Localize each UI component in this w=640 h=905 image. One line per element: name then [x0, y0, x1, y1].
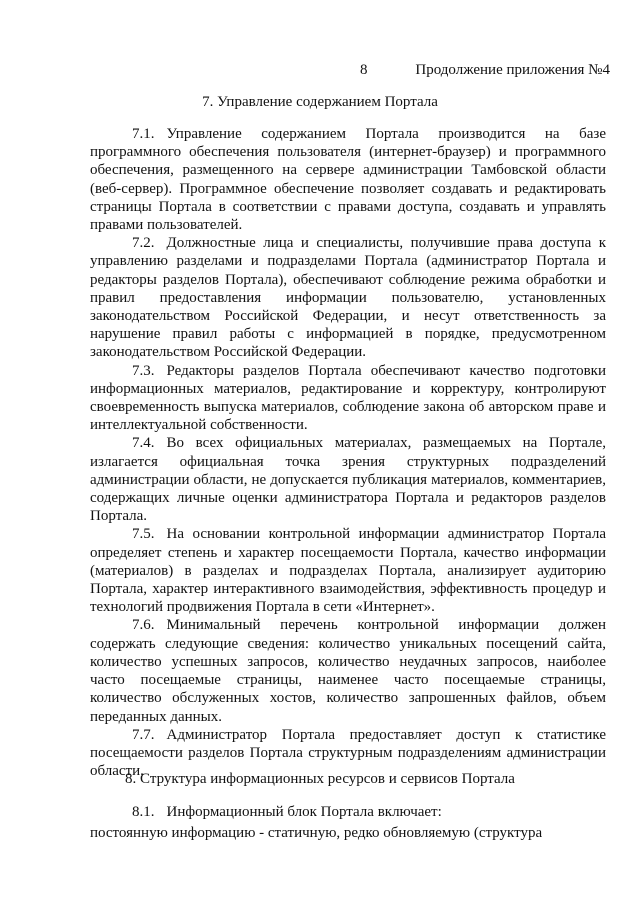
paragraph-number: 8.1. [132, 804, 155, 820]
paragraph-7-5 [90, 525, 606, 616]
paragraph-7-1 [90, 125, 606, 234]
paragraph-text: Минимальный перечень контрольной информации должен содержать следующие сведения: количество уникальных посещений сайта, количество успешных запросов, количество неудачных запросов, наиболее часто посещаемые страницы, наименее часто посещаемые страницы, количество обслуженных хостов, количество запрошенных файлов, объем переданных данных. [90, 617, 606, 725]
paragraph-text: Во всех официальных материалах, размещаемых на Портале, излагается официальная точка зрения структурных подразделений администрации области, не допускается публикация материалов, комментариев, содержащих личные оценки администратора Портала и редакторов разделов Портала. [90, 435, 606, 525]
page-number: 8 [360, 62, 368, 78]
section-7-title: 7. Управление содержанием Портала [202, 94, 438, 110]
paragraph-continuation [90, 823, 606, 844]
paragraph-7-6 [90, 616, 606, 725]
paragraph-text: Редакторы разделов Портала обеспечивают качество подготовки информационных материалов, редактирование и корректуру, контролируют своевременность выпуска материалов, соблюдение закона об авторском праве и интеллектуальной собственности. [90, 362, 606, 434]
paragraph-text: постоянную информацию - статичную, редко обновляемую (структура [90, 825, 543, 841]
appendix-continuation-label: Продолжение приложения №4 [415, 62, 610, 78]
paragraph-number: 7.2. [132, 235, 155, 252]
paragraph-number: 7.1. [132, 126, 155, 142]
paragraph-text: Управление содержанием Портала производится на базе программного обеспечения пользователя (интернет-браузер) и программного обеспечения, размещенного на сервере администрации Тамбовской области (веб-сервер). Программное обеспечение позволяет создавать и редактировать страницы Портала в соответствии с правами доступа, создавать и управлять правами пользователей. [90, 126, 606, 234]
paragraph-number: 7.5. [132, 526, 155, 543]
paragraph-text: Администратор Портала предоставляет доступ к статистике посещаемости разделов Портала структурным подразделениям администрации области. [90, 726, 606, 780]
paragraph-text: Информационный блок Портала включает: [166, 804, 442, 820]
paragraph-number: 7.4. [132, 435, 155, 452]
paragraph-8-1 [90, 802, 606, 823]
paragraph-7-2 [90, 234, 606, 361]
paragraph-7-4 [90, 434, 606, 525]
section-7-body [90, 125, 606, 780]
paragraph-number: 7.6. [132, 617, 155, 634]
paragraph-text: На основании контрольной информации администратор Портала определяет степень и характер посещаемости Портала, качество информации (материалов) в разделах и подразделах Портала, анализирует аудиторию Портала, характер интерактивного взаимодействия, эффективность процедур и технологий продвижения Портала в сети «Интернет». [90, 526, 606, 616]
paragraph-text: Должностные лица и специалисты, получившие права доступа к управлению разделами и подразделами Портала (администратор Портала и редакторы разделов Портала), обеспечивают соблюдение режима обработки и правил предоставления информации пользователю, установленных законодательством Российской Федерации, и несут ответственность за нарушение правил работы с информацией в порядке, предусмотренном законодательством Российской Федерации. [90, 235, 606, 361]
paragraph-number: 7.3. [132, 362, 155, 379]
paragraph-number: 7.7. [132, 726, 155, 743]
section-8-body [90, 802, 606, 844]
paragraph-7-3 [90, 362, 606, 435]
section-8-title: 8. Структура информационных ресурсов и сервисов Портала [125, 771, 515, 787]
